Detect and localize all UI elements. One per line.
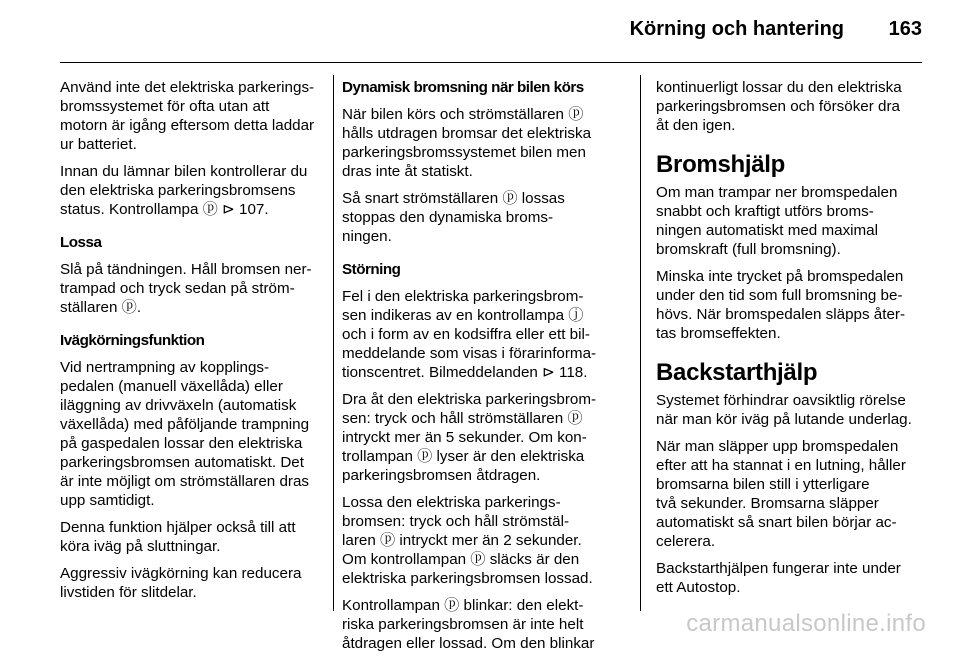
paragraph: Minska inte trycket på bromspedalen under den tid som full bromsning be- hövs. När bromspedalen släpps åter- tas bromseffekten. xyxy=(656,268,906,342)
paragraph: Fel i den elektriska parkeringsbrom- sen indikeras av en kontrollampa ⓙ och i form av en kodsiffra eller ett bil- meddelande som visas i förarinforma- tionscentret. Bilmeddelanden ⊳ 118. xyxy=(342,288,597,381)
paragraph: Slå på tändningen. Håll bromsen ner- trampad och tryck sedan på ström- ställaren ⓟ. xyxy=(60,261,312,316)
paragraph: Vid nertrampning av kopplings- pedalen (manuell växellåda) eller iläggning av drivväxeln (automatisk växellåda) med påföljande trampning på gaspedalen lossar den elektriska parkeringsbromsen automatiskt. Det är inte möjligt om strömställaren dras upp samtidigt. xyxy=(60,359,310,509)
paragraph: Kontrollampan ⓟ blinkar: den elekt- riska parkeringsbromsen är inte helt åtdragen eller lossad. Om den blinkar xyxy=(342,597,595,652)
column-1 xyxy=(60,78,324,610)
paragraph: kontinuerligt lossar du den elektriska parkeringsbromsen och försöker dra åt den igen. xyxy=(656,79,902,134)
header-rule xyxy=(60,62,922,63)
paragraph: Systemet förhindrar oavsiktlig rörelse när man kör iväg på lutande underlag. xyxy=(656,392,912,428)
watermark: carmanualsonline.info xyxy=(686,610,926,637)
chapter-title: Körning och hantering xyxy=(629,18,844,40)
column-2 xyxy=(342,78,624,661)
subheading-storning: Störning xyxy=(342,261,401,278)
paragraph: Aggressiv ivägkörning kan reducera livstiden för slitdelar. xyxy=(60,565,302,601)
subheading-lossa: Lossa xyxy=(60,234,102,251)
page-header xyxy=(0,0,960,64)
subheading-vagkorning: Ivägkörningsfunktion xyxy=(60,332,205,349)
paragraph: Backstarthjälpen fungerar inte under ett Autostop. xyxy=(656,560,901,596)
column-3 xyxy=(656,78,922,605)
column-divider-2 xyxy=(640,75,641,611)
paragraph: Denna funktion hjälper också till att köra iväg på sluttningar. xyxy=(60,519,296,555)
paragraph: Så snart strömställaren ⓟ lossas stoppas den dynamiska broms- ningen. xyxy=(342,190,565,245)
paragraph: Lossa den elektriska parkerings- bromsen: tryck och håll strömstäl- laren ⓟ intryckt mer än 2 sekunder. Om kontrollampan ⓟ släcks är den elektriska parkeringsbromsen lossad. xyxy=(342,494,593,587)
paragraph: Använd inte det elektriska parkerings- bromssystemet för ofta utan att motorn är igång eftersom detta laddar ur batteriet. xyxy=(60,79,315,153)
column-divider-1 xyxy=(333,75,334,611)
paragraph: Om man trampar ner bromspedalen snabbt och kraftigt utförs broms- ningen automatiskt med maximal bromskraft (full bromsning). xyxy=(656,184,898,258)
paragraph: Innan du lämnar bilen kontrollerar du den elektriska parkeringsbromsens status. Kontrollampa ⓟ ⊳ 107. xyxy=(60,163,308,218)
page-number: 163 xyxy=(888,18,922,40)
section-heading-backstarthjalp: Backstarthjälp xyxy=(656,359,818,386)
section-heading-bromshjalp: Bromshjälp xyxy=(656,151,786,178)
paragraph: Dra åt den elektriska parkeringsbrom- sen: tryck och håll strömställaren ⓟ intryckt mer än 5 sekunder. Om kon- trollampan ⓟ lyser är den elektriska parkeringsbromsen åtdragen. xyxy=(342,391,597,484)
subheading-dynamisk: Dynamisk bromsning när bilen körs xyxy=(342,79,584,96)
paragraph: När bilen körs och strömställaren ⓟ hålls utdragen bromsar det elektriska parkeringsbromssystemet bilen men dras inte åt statiskt. xyxy=(342,106,592,180)
paragraph: När man släpper upp bromspedalen efter att ha stannat i en lutning, håller bromsarna bilen still i ytterligare två sekunder. Bromsarna släpper automatiskt så snart bilen börjar ac- celerera. xyxy=(656,438,906,550)
